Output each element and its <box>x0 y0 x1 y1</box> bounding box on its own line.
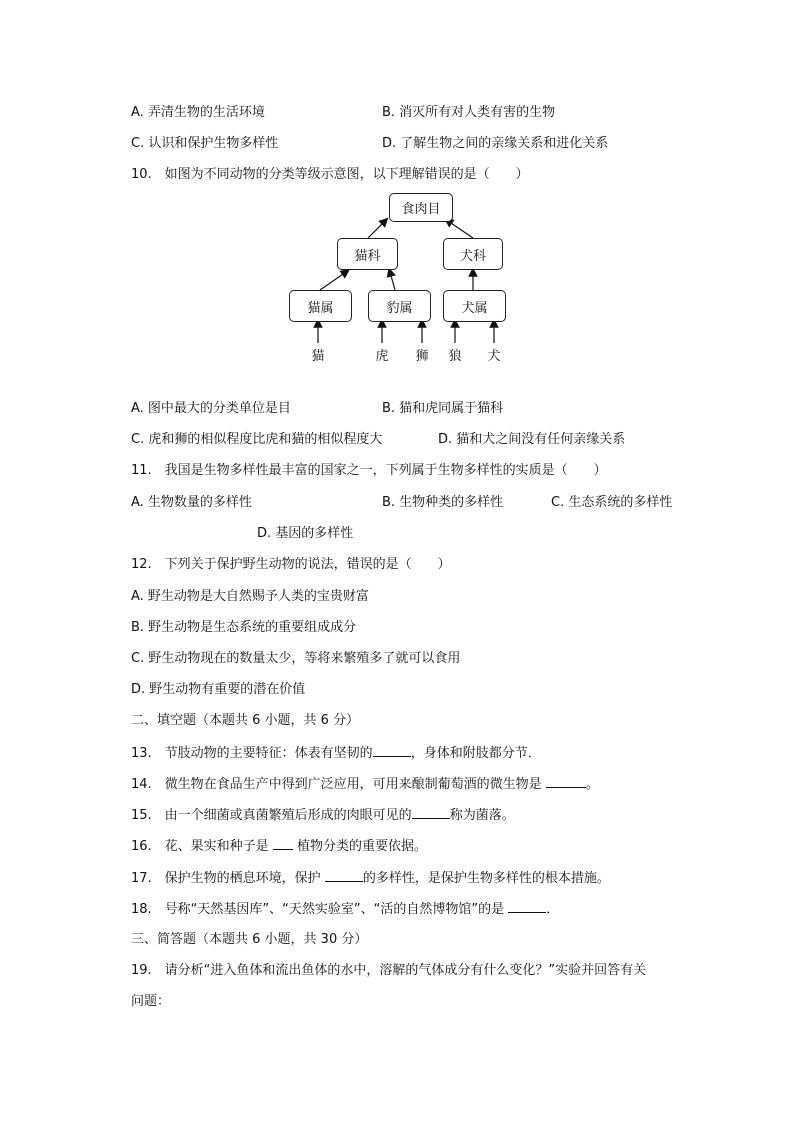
q14-text-post: 。 <box>585 777 599 792</box>
node-genus-panthera: 豹属 <box>368 290 431 322</box>
arrow-cat-family-to-order <box>368 221 385 238</box>
q15 <box>131 806 515 825</box>
q16-answer-blank[interactable] <box>273 837 293 850</box>
q18-text-pre: 18. 号称“天然基因库”、“天然实验室”、“活的自然博物馆”的是 <box>131 902 509 917</box>
q12-option-c: C. 野生动物现在的数量太少，等将来繁殖多了就可以食用 <box>131 651 461 666</box>
q11-option-b: B. 生物种类的多样性 <box>382 495 504 510</box>
q10-option-d: D. 猫和犬之间没有任何亲缘关系 <box>438 432 626 447</box>
q9-option-b: B. 消灭所有对人类有害的生物 <box>382 105 556 120</box>
q9-option-d: D. 了解生物之间的亲缘关系和进化关系 <box>382 136 609 151</box>
q17 <box>131 869 610 888</box>
q17-answer-blank[interactable] <box>325 869 363 882</box>
q10-option-c: C. 虎和狮的相似程度比虎和猫的相似程度大 <box>131 432 383 447</box>
node-genus-felis: 猫属 <box>289 290 352 322</box>
animal-tiger: 虎 <box>375 349 389 364</box>
q11-option-c: C. 生态系统的多样性 <box>551 495 673 510</box>
animal-cat: 猫 <box>311 349 325 364</box>
q9-option-c: C. 认识和保护生物多样性 <box>131 136 279 151</box>
q10-stem: 10. 如图为不同动物的分类等级示意图，以下理解错误的是（ ） <box>131 167 529 182</box>
q9-option-a: A. 弄清生物的生活环境 <box>131 105 265 120</box>
q18 <box>131 900 559 919</box>
q13-text-post: ，身体和附肢都分节． <box>410 746 541 761</box>
q14-text-pre: 14. 微生物在食品生产中得到广泛应用，可用来酿制葡萄酒的微生物是 <box>131 777 546 792</box>
q15-answer-blank[interactable] <box>412 806 450 819</box>
q14-answer-blank[interactable] <box>546 775 586 788</box>
q10-option-b: B. 猫和虎同属于猫科 <box>382 401 504 416</box>
node-order-carnivora: 食肉目 <box>389 193 453 222</box>
section-short-answer-heading: 三、简答题（本题共 6 小题，共 30 分） <box>131 932 368 947</box>
q13-text-pre: 13. 节肢动物的主要特征：体表有坚韧的 <box>131 746 373 761</box>
arrow-cat-genus-to-family <box>320 272 346 290</box>
node-genus-canis: 犬属 <box>443 290 506 322</box>
q11-option-a: A. 生物数量的多样性 <box>131 495 252 510</box>
arrow-dog-family-to-order <box>448 221 473 238</box>
section-fill-in-heading: 二、填空题（本题共 6 小题，共 6 分） <box>131 713 360 728</box>
q16 <box>131 837 427 856</box>
q11-option-d: D. 基因的多样性 <box>257 526 354 541</box>
node-family-felidae: 猫科 <box>337 238 398 270</box>
q19-line-1: 19. 请分析“进入鱼体和流出鱼体的水中，溶解的气体成分有什么变化？”实验并回答有关 <box>131 963 647 978</box>
q19-line-2: 问题： <box>131 994 171 1009</box>
q12-option-a: A. 野生动物是大自然赐予人类的宝贵财富 <box>131 589 369 604</box>
q15-text-post: 称为菌落。 <box>449 808 515 823</box>
arrow-leopard-genus-to-family <box>390 272 395 290</box>
q18-text-post: ． <box>546 902 560 917</box>
q17-text-pre: 17. 保护生物的栖息环境，保护 <box>131 871 325 886</box>
q17-text-post: 的多样性，是保护生物多样性的根本措施。 <box>362 871 610 886</box>
q18-answer-blank[interactable] <box>508 900 546 913</box>
q12-option-d: D. 野生动物有重要的潜在价值 <box>131 682 306 697</box>
q16-text-post: 植物分类的重要依据。 <box>292 839 427 854</box>
animal-wolf: 狼 <box>448 349 462 364</box>
q14 <box>131 775 599 794</box>
q12-option-b: B. 野生动物是生态系统的重要组成成分 <box>131 620 357 635</box>
q15-text-pre: 15. 由一个细菌或真菌繁殖后形成的肉眼可见的 <box>131 808 412 823</box>
node-family-canidae: 犬科 <box>443 238 503 270</box>
q13 <box>131 744 541 763</box>
q16-text-pre: 16. 花、果实和种子是 <box>131 839 273 854</box>
q12-stem: 12. 下列关于保护野生动物的说法，错误的是（ ） <box>131 557 451 572</box>
q10-option-a: A. 图中最大的分类单位是目 <box>131 401 291 416</box>
animal-dog: 犬 <box>487 349 501 364</box>
q11-stem: 11. 我国是生物多样性最丰富的国家之一，下列属于生物多样性的实质是（ ） <box>131 463 607 478</box>
q13-answer-blank[interactable] <box>373 744 411 757</box>
animal-lion: 狮 <box>415 349 429 364</box>
